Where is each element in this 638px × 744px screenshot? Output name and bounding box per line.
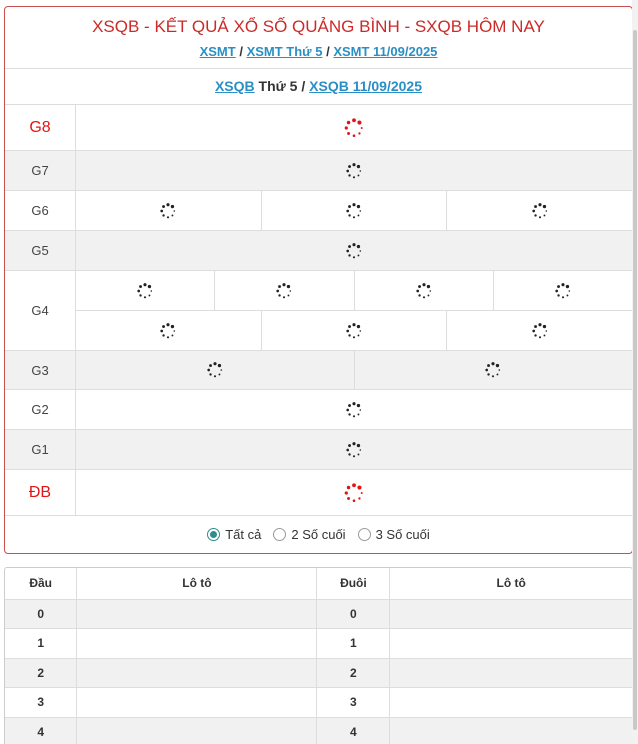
prize-number-cell — [76, 351, 354, 389]
loto-cell — [77, 688, 317, 718]
loto-cell — [77, 599, 317, 629]
prize-number-cell — [446, 311, 632, 350]
prize-row-g6 — [5, 191, 632, 231]
prize-row-đb — [5, 470, 632, 516]
results-subheader — [5, 69, 632, 105]
duoi-cell: 3 — [317, 688, 390, 718]
loto-cell — [77, 658, 317, 688]
filter-option-label: 3 Số cuối — [375, 526, 430, 542]
prize-number-line — [76, 310, 632, 350]
dau-cell: 2 — [5, 658, 77, 688]
prize-number-cell — [76, 151, 632, 190]
prize-number-cell — [76, 390, 632, 429]
prize-number-line — [76, 105, 632, 150]
prize-number-cell — [261, 191, 447, 230]
radio-selected-icon[interactable] — [207, 528, 220, 541]
results-header — [5, 7, 632, 69]
prize-row-g4 — [5, 271, 632, 351]
prize-number-cell — [493, 271, 632, 310]
prize-numbers — [76, 390, 632, 429]
loto-cell — [390, 599, 632, 629]
prize-row-g1 — [5, 430, 632, 470]
table-row — [5, 629, 632, 659]
prize-number-cell — [76, 470, 632, 515]
loading-spinner-icon — [345, 242, 363, 260]
column-header-loto: Lô tô — [390, 568, 632, 599]
prize-row-g8 — [5, 105, 632, 151]
scrollbar-thumb[interactable] — [633, 30, 637, 730]
loto-header-row — [5, 568, 632, 599]
filter-option-3-digits[interactable] — [358, 527, 430, 542]
prize-number-cell — [354, 351, 633, 389]
prize-row-g7 — [5, 151, 632, 191]
prize-row-g5 — [5, 231, 632, 271]
prize-table — [5, 105, 632, 516]
prize-number-line — [76, 271, 632, 310]
loading-spinner-icon — [159, 322, 177, 340]
prize-label: G7 — [5, 151, 76, 190]
radio-empty-icon[interactable] — [358, 528, 371, 541]
prize-label: ĐB — [5, 470, 76, 515]
prize-number-cell — [76, 191, 261, 230]
prize-number-cell — [446, 191, 632, 230]
prize-numbers — [76, 470, 632, 515]
results-panel — [4, 6, 633, 554]
prize-number-line — [76, 151, 632, 190]
breadcrumb-separator: / — [326, 44, 330, 59]
prize-numbers — [76, 105, 632, 150]
radio-empty-icon[interactable] — [273, 528, 286, 541]
loading-spinner-icon — [206, 361, 224, 379]
loading-spinner-icon — [554, 282, 572, 300]
digit-filter — [5, 516, 632, 552]
loto-table — [5, 568, 632, 744]
loto-cell — [390, 717, 632, 744]
dau-cell: 4 — [5, 717, 77, 744]
prize-label: G5 — [5, 231, 76, 270]
prize-number-cell — [76, 430, 632, 469]
loading-spinner-icon — [159, 202, 177, 220]
loading-spinner-icon — [484, 361, 502, 379]
page-title: XSQB - KẾT QUẢ XỔ SỐ QUẢNG BÌNH - SXQB HÔM NAY — [92, 17, 545, 36]
prize-number-cell — [76, 231, 632, 270]
prize-label: G3 — [5, 351, 76, 389]
prize-label: G8 — [5, 105, 76, 150]
loading-spinner-icon — [343, 482, 365, 504]
prize-label: G1 — [5, 430, 76, 469]
loto-cell — [77, 629, 317, 659]
loto-cell — [390, 629, 632, 659]
filter-option-label: 2 Số cuối — [291, 526, 346, 542]
prize-number-cell — [76, 311, 261, 350]
breadcrumb — [5, 44, 632, 59]
subheader-day: Thứ 5 — [258, 78, 298, 94]
duoi-cell: 4 — [317, 717, 390, 744]
prize-numbers — [76, 271, 632, 350]
filter-option-label: Tất cả — [225, 526, 262, 542]
subheader-separator: / — [301, 78, 306, 94]
filter-option-2-digits[interactable] — [273, 527, 345, 542]
table-row — [5, 717, 632, 744]
duoi-cell: 2 — [317, 658, 390, 688]
loading-spinner-icon — [531, 322, 549, 340]
prize-numbers — [76, 191, 632, 230]
prize-numbers — [76, 231, 632, 270]
table-row — [5, 599, 632, 629]
prize-number-line — [76, 470, 632, 515]
loading-spinner-icon — [345, 202, 363, 220]
loto-panel — [4, 567, 633, 744]
subheader-link-date[interactable]: XSQB 11/09/2025 — [309, 78, 423, 94]
prize-row-g2 — [5, 390, 632, 430]
loading-spinner-icon — [345, 401, 363, 419]
loading-spinner-icon — [136, 282, 154, 300]
loading-spinner-icon — [415, 282, 433, 300]
column-header-dau: Đầu — [5, 568, 77, 599]
dau-cell: 0 — [5, 599, 77, 629]
prize-number-cell — [261, 311, 447, 350]
filter-option-all[interactable] — [207, 527, 261, 542]
loto-cell — [77, 717, 317, 744]
loto-cell — [390, 658, 632, 688]
dau-cell: 3 — [5, 688, 77, 718]
duoi-cell: 0 — [317, 599, 390, 629]
table-row — [5, 658, 632, 688]
dau-cell: 1 — [5, 629, 77, 659]
loading-spinner-icon — [343, 117, 365, 139]
loading-spinner-icon — [345, 322, 363, 340]
loto-body — [5, 599, 632, 744]
prize-number-cell — [76, 105, 632, 150]
prize-number-line — [76, 390, 632, 429]
prize-row-g3 — [5, 351, 632, 390]
prize-label: G6 — [5, 191, 76, 230]
loading-spinner-icon — [531, 202, 549, 220]
prize-number-cell — [76, 271, 214, 310]
duoi-cell: 1 — [317, 629, 390, 659]
breadcrumb-link-xsmt-date[interactable]: XSMT 11/09/2025 — [333, 44, 438, 59]
subheader-link-xsqb[interactable]: XSQB — [214, 78, 255, 94]
prize-number-line — [76, 191, 632, 230]
prize-numbers — [76, 151, 632, 190]
prize-number-line — [76, 231, 632, 270]
prize-numbers — [76, 351, 632, 389]
column-header-loto: Lô tô — [77, 568, 317, 599]
table-row — [5, 688, 632, 718]
prize-number-line — [76, 430, 632, 469]
breadcrumb-link-xsmt-thu5[interactable]: XSMT Thứ 5 — [246, 44, 323, 59]
prize-number-cell — [214, 271, 353, 310]
prize-number-line — [76, 351, 632, 389]
loading-spinner-icon — [275, 282, 293, 300]
loading-spinner-icon — [345, 441, 363, 459]
breadcrumb-separator: / — [239, 44, 243, 59]
prize-number-cell — [354, 271, 493, 310]
loto-cell — [390, 688, 632, 718]
prize-numbers — [76, 430, 632, 469]
loading-spinner-icon — [345, 162, 363, 180]
prize-label: G2 — [5, 390, 76, 429]
scrollbar[interactable] — [632, 0, 638, 744]
prize-label: G4 — [5, 271, 76, 350]
column-header-duoi: Đuôi — [317, 568, 390, 599]
breadcrumb-link-xsmt[interactable]: XSMT — [199, 44, 236, 59]
